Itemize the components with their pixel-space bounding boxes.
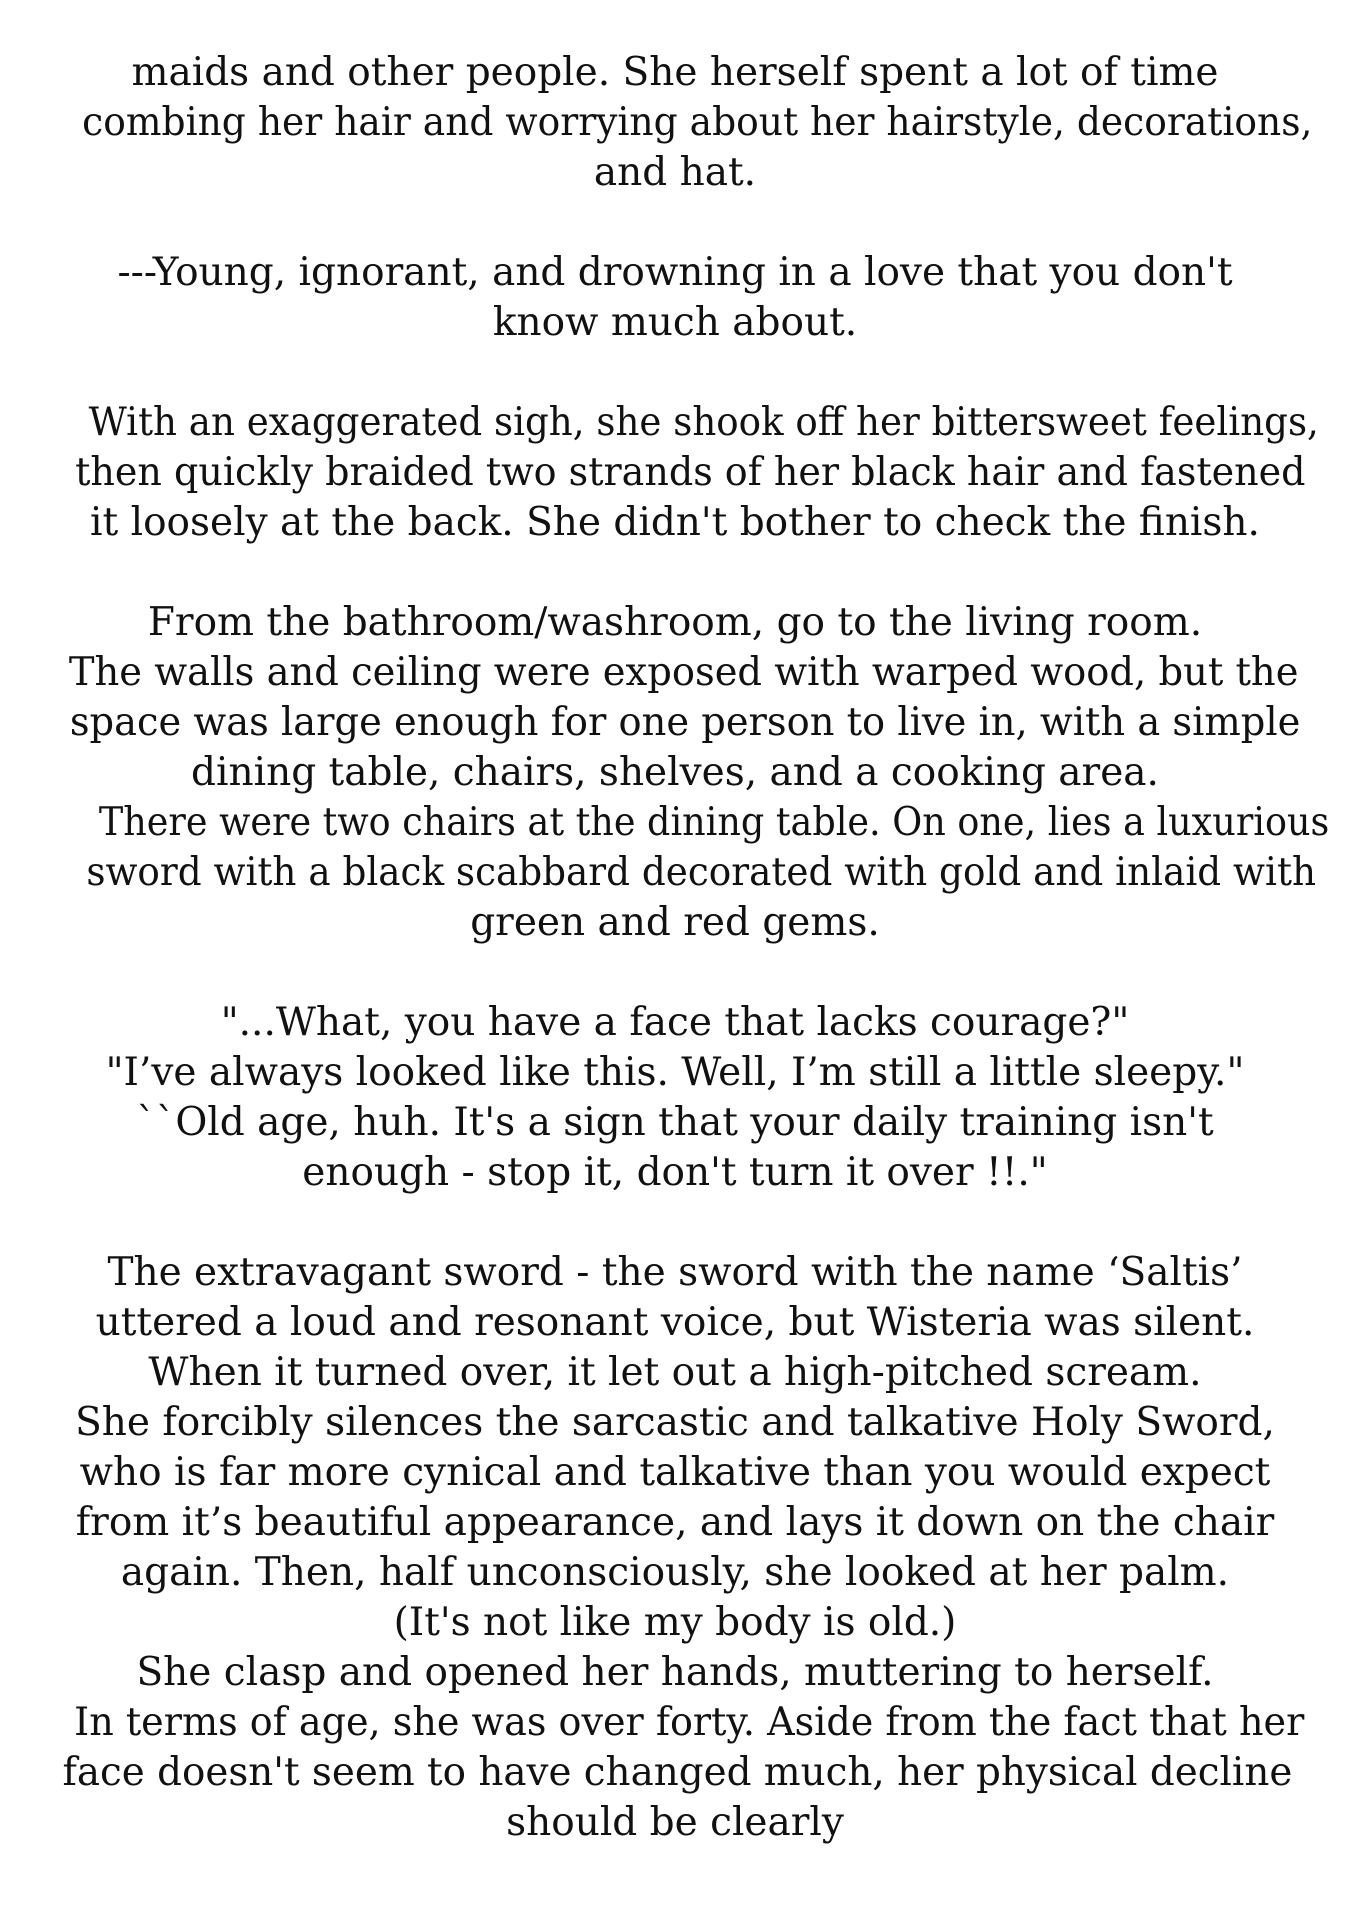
text-line: combing her hair and worrying about her hairstyle, decorations, [82,100,1313,145]
text-line: With an exaggerated sigh, she shook off her bittersweet feelings, [88,400,1319,445]
text-line: uttered a loud and resonant voice, but Wisteria was silent. [95,1300,1255,1345]
text-line: know much about. [492,300,858,345]
text-line: "...What, you have a face that lacks courage?" [220,1000,1130,1045]
text-line: then quickly braided two strands of her black hair and fastened [75,450,1306,495]
text-line: and hat. [593,150,757,195]
paragraph-3 [60,398,1319,548]
paragraph-6 [60,1248,1305,1848]
text-line: There were two chairs at the dining table. On one, lies a luxurious [98,800,1330,845]
text-line: From the bathroom/washroom, go to the living room. [147,600,1203,645]
text-line: The extravagant sword - the sword with the name ‘Saltis’ [107,1250,1243,1295]
text-line: it loosely at the back. She didn't bother to check the finish. [90,500,1260,545]
text-line: enough - stop it, don't turn it over !!." [302,1150,1048,1195]
text-line: who is far more cynical and talkative than you would expect [79,1450,1271,1495]
paragraph-5 [60,998,1290,1198]
text-line: again. Then, half unconsciously, she looked at her palm. [120,1550,1230,1595]
text-line: dining table, chairs, shelves, and a cooking area. [191,750,1159,795]
text-line: "I’ve always looked like this. Well, I’m still a little sleepy." [105,1050,1245,1095]
text-line: green and red gems. [470,900,880,945]
text-line: space was large enough for one person to live in, with a simple [69,700,1301,745]
text-line: She forcibly silences the sarcastic and talkative Holy Sword, [75,1400,1275,1445]
text-line: face doesn't seem to have changed much, her physical decline [62,1750,1293,1795]
text-line: should be clearly [506,1800,844,1845]
text-line: (It's not like my body is old.) [393,1600,957,1645]
paragraph-1 [60,48,1313,198]
text-line: The walls and ceiling were exposed with warped wood, but the [68,650,1299,695]
text-line: sword with a black scabbard decorated with gold and inlaid with [86,850,1317,895]
text-line: ---Young, ignorant, and drowning in a love that you don't [117,250,1233,295]
text-line: When it turned over, it let out a high-pitched scream. [148,1350,1202,1395]
text-line: from it’s beautiful appearance, and lays it down on the chair [75,1500,1275,1545]
text-line: ``Old age, huh. It's a sign that your daily training isn't [136,1100,1214,1145]
paragraph-4 [60,598,1330,948]
text-line: maids and other people. She herself spent a lot of time [131,50,1219,95]
text-line: In terms of age, she was over forty. Aside from the fact that her [74,1700,1305,1745]
text-line: She clasp and opened her hands, muttering to herself. [136,1650,1214,1695]
paragraph-2 [60,248,1290,348]
